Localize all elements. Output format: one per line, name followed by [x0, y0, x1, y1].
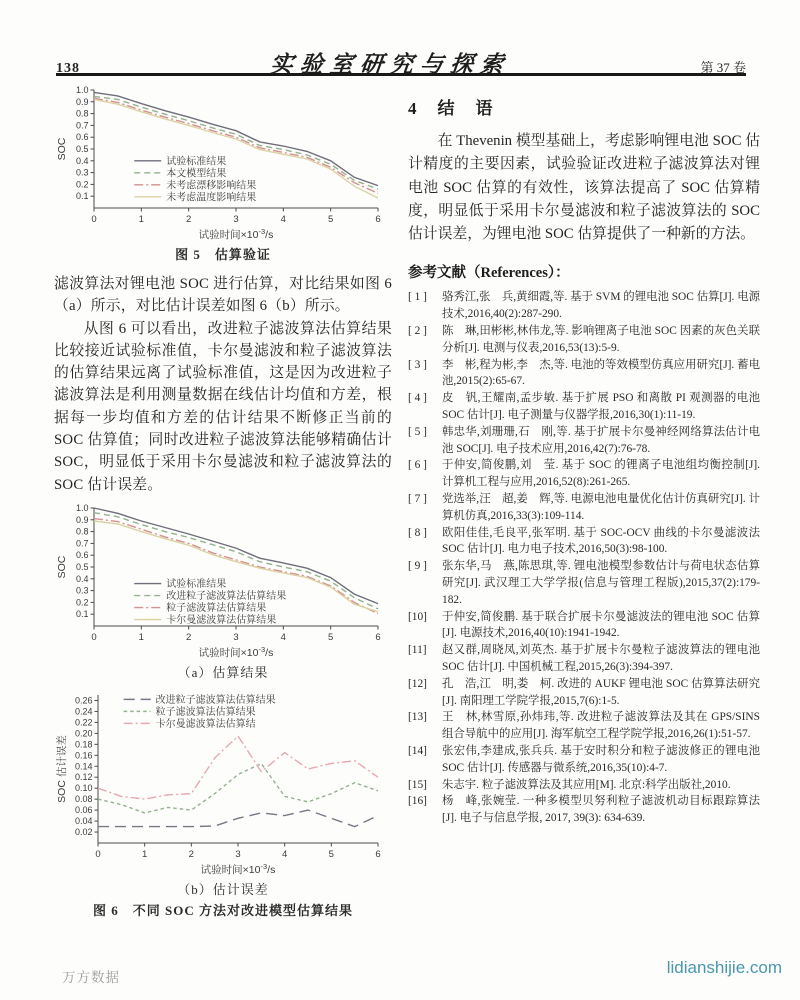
- reference-text: 皮 钒,王耀南,孟步敏. 基于扩展 PSO 和离散 PI 观测器的电池 SOC 估计[J]. 电子测量与仪器学报,2016,30(1):11-19.: [442, 392, 760, 422]
- reference-text: 陈 琳,田彬彬,林伟龙,等. 影响锂离子电池 SOC 因素的灰色关联分析[J]. 电测与仪表,2016,53(13):5-9.: [442, 325, 760, 354]
- figure6b-chart: [54, 689, 390, 877]
- reference-text: 于仲安,简俊鹏. 基于联合扩展卡尔曼滤波法的锂电池 SOC 估算[J]. 电源技术,2016,40(10):1941-1942.: [442, 610, 760, 640]
- reference-number: [16]: [408, 795, 427, 808]
- svg-text:改进粒子滤波算法估算结果: 改进粒子滤波算法估算结果: [155, 694, 276, 706]
- svg-text:0.06: 0.06: [74, 805, 93, 816]
- svg-text:0.02: 0.02: [74, 827, 93, 838]
- svg-text:0.2: 0.2: [75, 179, 89, 190]
- svg-text:SOC 估计误差: SOC 估计误差: [56, 735, 68, 803]
- reference-item: [408, 390, 760, 424]
- reference-item: [408, 609, 760, 643]
- reference-text: 骆秀江,张 兵,黄细霞,等. 基于 SVM 的锂电池 SOC 估算[J]. 电源技术,2016,40(2):287-290.: [442, 291, 761, 321]
- reference-text: 于仲安,简俊鹏,刘 莹. 基于 SOC 的锂离子电池组均衡控制[J]. 计算机工程与应用,2016,52(8):261-265.: [442, 459, 760, 489]
- svg-text:0.1: 0.1: [75, 609, 89, 620]
- reference-text: 张宏伟,李建成,张兵兵. 基于安时积分和粒子滤波修正的锂电池 SOC 估计[J]. 传感器与微系统,2016,35(10):4-7.: [442, 745, 760, 774]
- section-heading: 4 结 语: [408, 99, 495, 118]
- left-column: [54, 84, 392, 919]
- reference-number: [ 3 ]: [408, 358, 427, 371]
- reference-number: [ 1 ]: [408, 291, 427, 304]
- reference-item: [408, 424, 760, 458]
- reference-text: 李 彬,程为彬,李 杰,等. 电池的等效模型仿真应用研究[J]. 蓄电池,2015(2):65-67.: [442, 358, 760, 388]
- svg-text:0: 0: [95, 848, 101, 860]
- svg-text:0.7: 0.7: [75, 120, 89, 131]
- svg-text:0.3: 0.3: [75, 167, 89, 178]
- svg-text:5: 5: [328, 214, 334, 225]
- svg-text:0.04: 0.04: [74, 816, 93, 827]
- reference-text: 杨 峰,张婉莹. 一种多模型贝努利粒子滤波机动目标跟踪算法[J]. 电子与信息学报, 2017, 39(3): 634-639.: [442, 795, 760, 825]
- svg-text:0.9: 0.9: [75, 514, 89, 525]
- reference-item: [408, 357, 760, 391]
- svg-text:粒子滤波算法估算结果: 粒子滤波算法估算结果: [166, 602, 267, 614]
- svg-text:卡尔曼滤波算法估算结: 卡尔曼滤波算法估算结: [155, 718, 256, 730]
- reference-number: [15]: [408, 778, 427, 791]
- body-paragraph-1: 滤波算法对锂电池 SOC 进行估算，对比结果如图 6（a）所示，对比估计误差如图 6（b）所示。: [54, 276, 392, 315]
- svg-text:0.3: 0.3: [75, 585, 89, 596]
- reference-text: 孔 浩,江 明,娄 柯. 改进的 AUKF 锂电池 SOC 估算算法研究[J]. 南阳理工学院学报,2015,7(6):1-5.: [442, 677, 760, 707]
- svg-text:0.6: 0.6: [75, 550, 89, 561]
- svg-text:试验时间×10-3/s: 试验时间$\times 10^{-3}/s$: [198, 227, 274, 241]
- svg-text:0: 0: [91, 214, 97, 225]
- reference-number: [10]: [408, 610, 427, 623]
- svg-text:试验时间×10-3/s: 试验时间$\times 10^{-3}/s$: [200, 861, 276, 876]
- reference-text: 张东华,马 燕,陈思琪,等. 锂电池模型参数估计与荷电状态估算研究[J]. 武汉理工大学学报(信息与管理工程版),2015,37(2):179-182.: [442, 560, 760, 606]
- reference-text: 欧阳佳佳,毛良平,张军明. 基于 SOC-OCV 曲线的卡尔曼滤波法 SOC 估计[J]. 电力电子技术,2016,50(3):98-100.: [442, 526, 760, 556]
- svg-text:0.2: 0.2: [75, 597, 89, 608]
- svg-text:0.8: 0.8: [75, 108, 89, 119]
- svg-text:0.14: 0.14: [74, 761, 93, 772]
- reference-text: 党选举,汪 超,姜 辉,等. 电源电池电量优化估计仿真研究[J]. 计算机仿真,2016,33(3):109-114.: [442, 493, 760, 522]
- journal-title: 实验室研究与探索: [268, 52, 512, 77]
- svg-text:0.26: 0.26: [74, 695, 93, 706]
- site-watermark: lidianshijie.com: [666, 958, 782, 977]
- reference-item: [408, 457, 760, 491]
- page-number: 138: [56, 61, 80, 76]
- reference-text: 韩忠华,刘珊珊,石 刚,等. 基于扩展卡尔曼神经网络算法估计电池 SOC[J]. 电子技术应用,2016,42(7):76-78.: [442, 425, 760, 455]
- reference-number: [14]: [408, 745, 427, 757]
- svg-text:3: 3: [233, 631, 239, 643]
- reference-item: [408, 525, 760, 559]
- svg-text:3: 3: [233, 214, 239, 225]
- svg-text:0.4: 0.4: [75, 155, 89, 166]
- svg-text:5: 5: [328, 631, 334, 643]
- svg-text:6: 6: [375, 214, 381, 225]
- svg-text:试验标准结果: 试验标准结果: [166, 156, 227, 168]
- svg-text:0.20: 0.20: [74, 728, 93, 739]
- right-column: [408, 94, 760, 827]
- figure6a-chart: [54, 502, 390, 660]
- figure6a-svg: [54, 502, 390, 660]
- svg-text:1: 1: [142, 848, 148, 860]
- reference-text: 朱志宇. 粒子滤波算法及其应用[M]. 北京:科学出版社,2010.: [442, 778, 731, 791]
- reference-item: [408, 642, 760, 676]
- watermark-text: 万方数据: [62, 970, 120, 985]
- reference-item: [408, 793, 760, 827]
- svg-text:0.5: 0.5: [75, 561, 89, 572]
- reference-number: [11]: [408, 644, 427, 657]
- svg-text:未考虑温度影响结果: 未考虑温度影响结果: [166, 192, 257, 204]
- svg-text:6: 6: [375, 848, 381, 860]
- reference-number: [ 2 ]: [408, 325, 427, 338]
- reference-number: [ 9 ]: [408, 560, 427, 573]
- svg-text:0: 0: [91, 631, 97, 643]
- svg-text:1.0: 1.0: [75, 502, 89, 513]
- reference-number: [13]: [408, 711, 427, 724]
- svg-text:本文模型结果: 本文模型结果: [166, 168, 227, 180]
- svg-text:4: 4: [280, 631, 286, 643]
- svg-text:0.08: 0.08: [74, 794, 93, 805]
- svg-text:2: 2: [186, 631, 192, 643]
- svg-text:0.12: 0.12: [74, 772, 93, 783]
- references-list: [408, 289, 760, 827]
- svg-text:试验标准结果: 试验标准结果: [166, 578, 227, 590]
- svg-text:0.16: 0.16: [74, 750, 93, 761]
- svg-text:0.4: 0.4: [75, 573, 89, 584]
- svg-text:4: 4: [282, 848, 288, 860]
- body-paragraph-2: 从图 6 可以看出，改进粒子滤波算法估算结果比较接近试验标准值，卡尔曼滤波和粒子滤波算法的估算结果远离了试验标准值，这是因为改进粒子滤波算法是利用测量数据在线估计均值和方差，根据每一步均值和方差的估计结果不断修正当前的 SOC 估算值；同时改进粒子滤波算法能够精确估计 SOC，明显低于采用卡尔曼滤波和粒子滤波算法的 SOC 估计误差。: [54, 320, 392, 493]
- svg-text:1: 1: [138, 631, 144, 643]
- svg-text:0.6: 0.6: [75, 132, 89, 143]
- reference-item: [408, 558, 760, 608]
- reference-text: 赵又群,周晓凤,刘英杰. 基于扩展卡尔曼粒子滤波算法的锂电池 SOC 估计[J]. 中国机械工程,2015,26(3):394-397.: [442, 644, 760, 674]
- reference-item: [408, 323, 760, 357]
- reference-item: [408, 709, 760, 743]
- reference-text: 王 林,林雪原,孙炜玮,等. 改进粒子滤波算法及其在 GPS/SINS 组合导航中的应用[J]. 海军航空工程学院学报,2016,26(1):51-57.: [442, 711, 760, 741]
- svg-text:未考虑漂移影响结果: 未考虑漂移影响结果: [166, 180, 257, 192]
- conclusion-paragraph: 在 Thevenin 模型基础上，考虑影响锂电池 SOC 估计精度的主要因素，试验验证改进粒子滤波算法对锂电池 SOC 估算的有效性，该算法提高了 SOC 估算精度，明显低于采用卡尔曼滤波和粒子滤波算法的 SOC 估计误差，为锂电池 SOC 估算提供了一种新的方法。: [408, 133, 760, 243]
- svg-text:0.1: 0.1: [75, 191, 89, 202]
- figure5-chart: [54, 84, 390, 242]
- svg-text:SOC: SOC: [56, 137, 68, 161]
- figure6b-svg: [54, 689, 390, 877]
- svg-text:0.8: 0.8: [75, 526, 89, 537]
- reference-item: [408, 676, 760, 710]
- reference-item: [408, 743, 760, 777]
- figure6b-caption: （b）估计误差: [177, 881, 269, 897]
- svg-text:0.18: 0.18: [74, 739, 93, 750]
- svg-text:粒子滤波算法估算结果: 粒子滤波算法估算结果: [155, 706, 256, 718]
- figure6a-caption: （a）估算结果: [177, 664, 269, 680]
- figure5-caption: 图 5 估算验证: [175, 247, 271, 262]
- svg-text:卡尔曼滤波算法估算结果: 卡尔曼滤波算法估算结果: [166, 614, 277, 626]
- svg-text:0.10: 0.10: [74, 783, 93, 794]
- reference-item: [408, 777, 760, 794]
- svg-text:5: 5: [328, 848, 334, 860]
- volume-label: 第 37 卷: [700, 60, 746, 75]
- svg-text:1: 1: [138, 214, 144, 225]
- svg-text:2: 2: [188, 848, 194, 860]
- reference-number: [ 4 ]: [408, 392, 427, 405]
- figure5-svg: [54, 84, 390, 242]
- svg-text:2: 2: [186, 214, 192, 225]
- svg-text:4: 4: [280, 214, 286, 225]
- header-rule: [56, 73, 746, 76]
- reference-number: [ 7 ]: [408, 493, 427, 506]
- svg-text:1.0: 1.0: [75, 85, 89, 95]
- reference-number: [ 8 ]: [408, 526, 427, 539]
- svg-text:试验时间×10-3/s: 试验时间$\times 10^{-3}/s$: [198, 644, 274, 659]
- references-heading: 参考文献（References）：: [408, 265, 570, 282]
- svg-text:SOC: SOC: [56, 555, 68, 579]
- svg-text:0.22: 0.22: [74, 717, 93, 728]
- figure6-caption: 图 6 不同 SOC 方法对改进模型估算结果: [93, 902, 353, 918]
- svg-text:3: 3: [235, 848, 241, 860]
- svg-text:0.9: 0.9: [75, 96, 89, 107]
- svg-text:0.24: 0.24: [74, 706, 93, 717]
- reference-item: [408, 289, 760, 323]
- svg-text:改进粒子滤波算法估算结果: 改进粒子滤波算法估算结果: [166, 590, 287, 602]
- svg-text:0.5: 0.5: [75, 144, 89, 154]
- reference-number: [12]: [408, 677, 427, 690]
- reference-item: [408, 491, 760, 525]
- svg-text:6: 6: [375, 631, 381, 643]
- reference-number: [ 5 ]: [408, 425, 427, 438]
- reference-number: [ 6 ]: [408, 459, 427, 472]
- svg-text:0.7: 0.7: [75, 538, 89, 549]
